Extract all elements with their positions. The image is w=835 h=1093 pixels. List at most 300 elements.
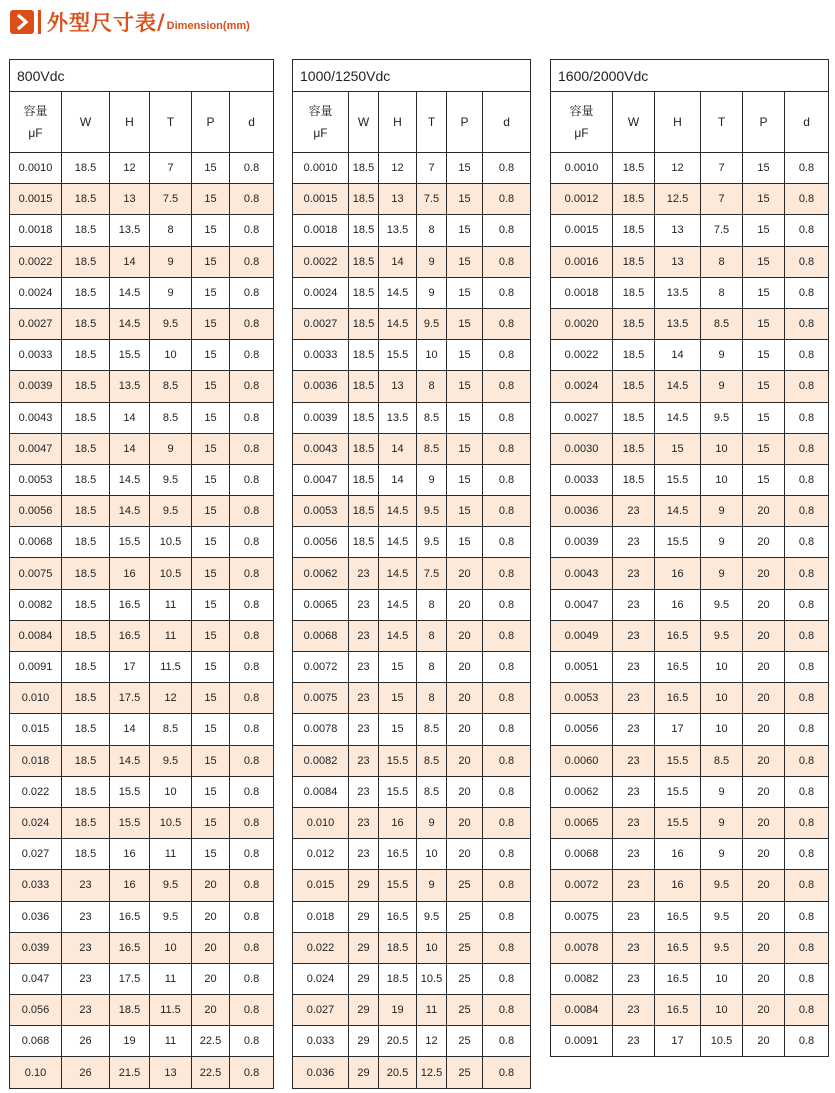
dimension-d-cell: 0.8 bbox=[230, 776, 274, 807]
dimension-t-cell: 8.5 bbox=[417, 776, 447, 807]
capacitance-cell: 0.0022 bbox=[293, 246, 349, 277]
dimension-w-cell: 23 bbox=[613, 995, 655, 1026]
dimension-t-cell: 9.5 bbox=[150, 870, 192, 901]
dimension-w-cell: 29 bbox=[349, 1026, 379, 1057]
dimension-w-cell: 18.5 bbox=[349, 246, 379, 277]
table-row bbox=[10, 496, 274, 527]
capacitance-cell: 0.056 bbox=[10, 995, 62, 1026]
dimension-p-cell: 25 bbox=[447, 995, 483, 1026]
dimension-p-cell: 20 bbox=[743, 776, 785, 807]
table-row bbox=[293, 745, 531, 776]
dimension-d-cell: 0.8 bbox=[785, 402, 829, 433]
dimension-d-cell: 0.8 bbox=[230, 371, 274, 402]
table-header-row bbox=[10, 92, 274, 153]
capacitance-label: 容量 bbox=[308, 104, 333, 118]
dimension-w-cell: 18.5 bbox=[62, 652, 110, 683]
capacitance-cell: 0.0043 bbox=[551, 558, 613, 589]
dimension-d-cell: 0.8 bbox=[230, 558, 274, 589]
table-row bbox=[551, 153, 829, 184]
dimension-w-cell: 18.5 bbox=[62, 807, 110, 838]
dimension-w-cell: 18.5 bbox=[62, 558, 110, 589]
dimension-p-cell: 20 bbox=[192, 995, 230, 1026]
dimension-p-cell: 15 bbox=[447, 215, 483, 246]
table-row bbox=[10, 371, 274, 402]
dimension-d-cell: 0.8 bbox=[230, 246, 274, 277]
dimension-d-cell: 0.8 bbox=[785, 277, 829, 308]
dimension-h-cell: 14 bbox=[110, 246, 150, 277]
dimension-w-cell: 18.5 bbox=[613, 215, 655, 246]
dimension-p-cell: 25 bbox=[447, 1057, 483, 1088]
dimension-h-cell: 14.5 bbox=[655, 496, 701, 527]
dimension-d-cell: 0.8 bbox=[230, 527, 274, 558]
dimension-t-cell: 9.5 bbox=[150, 745, 192, 776]
dimension-h-cell: 19 bbox=[379, 995, 417, 1026]
dimension-p-cell: 15 bbox=[192, 184, 230, 215]
dimension-h-cell: 12 bbox=[379, 153, 417, 184]
capacitance-cell: 0.0010 bbox=[551, 153, 613, 184]
capacitance-cell: 0.0072 bbox=[293, 652, 349, 683]
dimension-t-cell: 9 bbox=[417, 464, 447, 495]
capacitance-cell: 0.0051 bbox=[551, 652, 613, 683]
dimension-h-cell: 14 bbox=[110, 402, 150, 433]
dimension-d-cell: 0.8 bbox=[230, 215, 274, 246]
dimension-d-cell: 0.8 bbox=[483, 776, 531, 807]
dimension-w-cell: 29 bbox=[349, 1057, 379, 1088]
capacitance-unit: μF bbox=[574, 126, 589, 140]
dimension-w-cell: 18.5 bbox=[62, 340, 110, 371]
dimension-w-cell: 18.5 bbox=[349, 184, 379, 215]
dimension-d-cell: 0.8 bbox=[230, 184, 274, 215]
column-header-t: T bbox=[150, 92, 192, 153]
dimension-h-cell: 15.5 bbox=[110, 776, 150, 807]
dimension-d-cell: 0.8 bbox=[483, 464, 531, 495]
dimension-d-cell: 0.8 bbox=[785, 995, 829, 1026]
capacitance-header bbox=[293, 92, 349, 153]
capacitance-cell: 0.0084 bbox=[10, 620, 62, 651]
dimension-t-cell: 7.5 bbox=[701, 215, 743, 246]
dimension-d-cell: 0.8 bbox=[785, 776, 829, 807]
column-header-h: H bbox=[655, 92, 701, 153]
dimension-p-cell: 20 bbox=[447, 683, 483, 714]
dimension-p-cell: 15 bbox=[447, 527, 483, 558]
dimension-h-cell: 13 bbox=[379, 184, 417, 215]
dimension-p-cell: 15 bbox=[447, 340, 483, 371]
dimension-p-cell: 20 bbox=[447, 807, 483, 838]
dimension-t-cell: 10 bbox=[417, 340, 447, 371]
column-header-d: d bbox=[483, 92, 531, 153]
dimension-p-cell: 15 bbox=[192, 340, 230, 371]
table-row bbox=[10, 807, 274, 838]
dimension-w-cell: 23 bbox=[349, 683, 379, 714]
table-row bbox=[293, 527, 531, 558]
dimension-w-cell: 18.5 bbox=[62, 527, 110, 558]
dimension-p-cell: 20 bbox=[447, 839, 483, 870]
dimension-d-cell: 0.8 bbox=[785, 527, 829, 558]
dimension-w-cell: 18.5 bbox=[349, 340, 379, 371]
capacitance-cell: 0.0075 bbox=[10, 558, 62, 589]
dimension-h-cell: 14 bbox=[110, 433, 150, 464]
dimension-h-cell: 14 bbox=[110, 714, 150, 745]
dimension-w-cell: 23 bbox=[349, 589, 379, 620]
table-row bbox=[551, 901, 829, 932]
dimension-d-cell: 0.8 bbox=[785, 745, 829, 776]
table-row bbox=[551, 277, 829, 308]
dimension-t-cell: 9 bbox=[701, 496, 743, 527]
dimension-t-cell: 10.5 bbox=[150, 558, 192, 589]
capacitance-cell: 0.022 bbox=[10, 776, 62, 807]
capacitance-cell: 0.0082 bbox=[551, 963, 613, 994]
table-row bbox=[293, 402, 531, 433]
dimension-w-cell: 18.5 bbox=[349, 402, 379, 433]
dimension-d-cell: 0.8 bbox=[483, 215, 531, 246]
dimension-w-cell: 18.5 bbox=[613, 464, 655, 495]
dimension-h-cell: 13 bbox=[655, 215, 701, 246]
capacitance-cell: 0.0030 bbox=[551, 433, 613, 464]
capacitance-cell: 0.024 bbox=[10, 807, 62, 838]
dimension-d-cell: 0.8 bbox=[230, 932, 274, 963]
table-row bbox=[293, 776, 531, 807]
dimension-d-cell: 0.8 bbox=[230, 995, 274, 1026]
dimension-p-cell: 25 bbox=[447, 963, 483, 994]
dimension-p-cell: 20 bbox=[447, 652, 483, 683]
capacitance-cell: 0.012 bbox=[293, 839, 349, 870]
capacitance-cell: 0.0020 bbox=[551, 308, 613, 339]
dimension-d-cell: 0.8 bbox=[230, 1057, 274, 1088]
table-row bbox=[10, 995, 274, 1026]
capacitance-cell: 0.0062 bbox=[551, 776, 613, 807]
capacitance-cell: 0.0022 bbox=[10, 246, 62, 277]
dimension-d-cell: 0.8 bbox=[483, 870, 531, 901]
dimension-w-cell: 23 bbox=[62, 901, 110, 932]
dimension-h-cell: 14.5 bbox=[379, 589, 417, 620]
dimension-w-cell: 23 bbox=[62, 963, 110, 994]
capacitance-cell: 0.0039 bbox=[10, 371, 62, 402]
dimension-p-cell: 25 bbox=[447, 1026, 483, 1057]
dimension-t-cell: 10 bbox=[417, 932, 447, 963]
capacitance-cell: 0.0068 bbox=[293, 620, 349, 651]
dimension-t-cell: 10 bbox=[417, 839, 447, 870]
table-row bbox=[293, 464, 531, 495]
capacitance-cell: 0.0033 bbox=[293, 340, 349, 371]
capacitance-cell: 0.0049 bbox=[551, 620, 613, 651]
capacitance-cell: 0.0015 bbox=[293, 184, 349, 215]
dimension-p-cell: 22.5 bbox=[192, 1026, 230, 1057]
dimension-t-cell: 10 bbox=[701, 683, 743, 714]
dimension-w-cell: 18.5 bbox=[613, 402, 655, 433]
dimension-w-cell: 23 bbox=[613, 1026, 655, 1057]
dimension-t-cell: 10.5 bbox=[150, 527, 192, 558]
capacitance-cell: 0.0062 bbox=[293, 558, 349, 589]
dimension-p-cell: 15 bbox=[192, 433, 230, 464]
dimension-d-cell: 0.8 bbox=[785, 807, 829, 838]
dimension-h-cell: 13.5 bbox=[110, 215, 150, 246]
dimension-d-cell: 0.8 bbox=[785, 620, 829, 651]
dimension-h-cell: 13.5 bbox=[379, 215, 417, 246]
dimension-d-cell: 0.8 bbox=[785, 340, 829, 371]
dimension-w-cell: 23 bbox=[62, 932, 110, 963]
dimension-d-cell: 0.8 bbox=[785, 246, 829, 277]
dimension-h-cell: 16 bbox=[655, 839, 701, 870]
table-row bbox=[10, 683, 274, 714]
dimension-h-cell: 14.5 bbox=[110, 277, 150, 308]
table-row bbox=[10, 153, 274, 184]
dimension-h-cell: 17.5 bbox=[110, 963, 150, 994]
dimension-w-cell: 23 bbox=[613, 652, 655, 683]
capacitance-cell: 0.0015 bbox=[10, 184, 62, 215]
dimension-t-cell: 9 bbox=[701, 839, 743, 870]
capacitance-label: 容量 bbox=[569, 104, 594, 118]
dimension-d-cell: 0.8 bbox=[785, 308, 829, 339]
dimension-w-cell: 18.5 bbox=[62, 184, 110, 215]
capacitance-cell: 0.0016 bbox=[551, 246, 613, 277]
dimension-w-cell: 23 bbox=[613, 963, 655, 994]
dimension-t-cell: 8.5 bbox=[150, 714, 192, 745]
capacitance-cell: 0.022 bbox=[293, 932, 349, 963]
dimension-w-cell: 26 bbox=[62, 1057, 110, 1088]
dimension-w-cell: 23 bbox=[613, 589, 655, 620]
capacitance-cell: 0.0072 bbox=[551, 870, 613, 901]
capacitance-cell: 0.0082 bbox=[10, 589, 62, 620]
dimension-h-cell: 15 bbox=[379, 652, 417, 683]
dimension-t-cell: 9 bbox=[701, 776, 743, 807]
dimension-p-cell: 20 bbox=[743, 652, 785, 683]
column-header-p: P bbox=[192, 92, 230, 153]
dimension-p-cell: 15 bbox=[743, 371, 785, 402]
dimension-w-cell: 18.5 bbox=[349, 527, 379, 558]
dimension-w-cell: 23 bbox=[349, 652, 379, 683]
dimension-w-cell: 18.5 bbox=[349, 153, 379, 184]
dimension-d-cell: 0.8 bbox=[785, 870, 829, 901]
dimension-t-cell: 10 bbox=[701, 464, 743, 495]
dimension-table-800vdc bbox=[9, 59, 274, 1089]
dimension-d-cell: 0.8 bbox=[483, 1057, 531, 1088]
dimension-w-cell: 29 bbox=[349, 901, 379, 932]
dimension-t-cell: 7.5 bbox=[150, 184, 192, 215]
dimension-t-cell: 10 bbox=[701, 433, 743, 464]
dimension-t-cell: 9 bbox=[701, 340, 743, 371]
dimension-h-cell: 16.5 bbox=[655, 901, 701, 932]
dimension-d-cell: 0.8 bbox=[483, 714, 531, 745]
capacitance-cell: 0.027 bbox=[10, 839, 62, 870]
capacitance-cell: 0.0047 bbox=[293, 464, 349, 495]
dimension-h-cell: 17 bbox=[655, 714, 701, 745]
dimension-d-cell: 0.8 bbox=[785, 496, 829, 527]
table-row bbox=[551, 714, 829, 745]
dimension-t-cell: 8 bbox=[417, 371, 447, 402]
dimension-w-cell: 18.5 bbox=[62, 215, 110, 246]
dimension-p-cell: 15 bbox=[743, 246, 785, 277]
dimension-d-cell: 0.8 bbox=[785, 714, 829, 745]
dimension-h-cell: 16.5 bbox=[110, 589, 150, 620]
dimension-d-cell: 0.8 bbox=[483, 839, 531, 870]
dimension-h-cell: 20.5 bbox=[379, 1057, 417, 1088]
dimension-h-cell: 15.5 bbox=[379, 776, 417, 807]
table-row bbox=[551, 402, 829, 433]
dimension-p-cell: 15 bbox=[192, 745, 230, 776]
dimension-t-cell: 9 bbox=[701, 527, 743, 558]
dimension-t-cell: 9.5 bbox=[701, 620, 743, 651]
dimension-t-cell: 7.5 bbox=[417, 184, 447, 215]
dimension-d-cell: 0.8 bbox=[483, 433, 531, 464]
dimension-t-cell: 8 bbox=[150, 215, 192, 246]
dimension-p-cell: 20 bbox=[743, 620, 785, 651]
table-row bbox=[10, 215, 274, 246]
column-header-t: T bbox=[701, 92, 743, 153]
table-row bbox=[551, 1026, 829, 1057]
dimension-h-cell: 15.5 bbox=[379, 870, 417, 901]
dimension-p-cell: 15 bbox=[192, 620, 230, 651]
capacitance-cell: 0.0024 bbox=[10, 277, 62, 308]
dimension-w-cell: 18.5 bbox=[62, 683, 110, 714]
dimension-d-cell: 0.8 bbox=[230, 839, 274, 870]
table-row bbox=[10, 1057, 274, 1088]
dimension-w-cell: 18.5 bbox=[349, 277, 379, 308]
capacitance-cell: 0.068 bbox=[10, 1026, 62, 1057]
dimension-p-cell: 15 bbox=[192, 464, 230, 495]
dimension-h-cell: 13 bbox=[379, 371, 417, 402]
dimension-t-cell: 9.5 bbox=[701, 402, 743, 433]
dimension-t-cell: 9.5 bbox=[150, 464, 192, 495]
table-row bbox=[10, 652, 274, 683]
dimension-p-cell: 15 bbox=[192, 402, 230, 433]
dimension-d-cell: 0.8 bbox=[785, 932, 829, 963]
table-row bbox=[551, 340, 829, 371]
dimension-p-cell: 15 bbox=[447, 371, 483, 402]
dimension-t-cell: 9 bbox=[417, 277, 447, 308]
table-row bbox=[293, 433, 531, 464]
capacitance-cell: 0.015 bbox=[10, 714, 62, 745]
dimension-d-cell: 0.8 bbox=[785, 153, 829, 184]
dimension-d-cell: 0.8 bbox=[230, 589, 274, 620]
dimension-p-cell: 20 bbox=[743, 963, 785, 994]
dimension-h-cell: 14.5 bbox=[110, 464, 150, 495]
dimension-h-cell: 14 bbox=[379, 433, 417, 464]
dimension-h-cell: 13.5 bbox=[379, 402, 417, 433]
dimension-h-cell: 17.5 bbox=[110, 683, 150, 714]
dimension-d-cell: 0.8 bbox=[230, 340, 274, 371]
capacitance-cell: 0.018 bbox=[10, 745, 62, 776]
table-row bbox=[293, 371, 531, 402]
dimension-w-cell: 18.5 bbox=[349, 464, 379, 495]
dimension-w-cell: 18.5 bbox=[613, 246, 655, 277]
column-header-d: d bbox=[785, 92, 829, 153]
page-subtitle: Dimension(mm) bbox=[166, 20, 250, 32]
dimension-d-cell: 0.8 bbox=[230, 620, 274, 651]
dimension-w-cell: 18.5 bbox=[62, 277, 110, 308]
dimension-t-cell: 9 bbox=[150, 246, 192, 277]
capacitance-cell: 0.0027 bbox=[293, 308, 349, 339]
dimension-w-cell: 18.5 bbox=[349, 371, 379, 402]
page-title: 外型尺寸表 bbox=[47, 11, 157, 35]
dimension-w-cell: 29 bbox=[349, 932, 379, 963]
dimension-t-cell: 10 bbox=[150, 932, 192, 963]
dimension-p-cell: 15 bbox=[447, 153, 483, 184]
table-row bbox=[10, 433, 274, 464]
dimension-w-cell: 29 bbox=[349, 995, 379, 1026]
capacitance-cell: 0.0047 bbox=[551, 589, 613, 620]
dimension-d-cell: 0.8 bbox=[483, 184, 531, 215]
capacitance-cell: 0.0033 bbox=[551, 464, 613, 495]
dimension-w-cell: 23 bbox=[613, 932, 655, 963]
dimension-t-cell: 8.5 bbox=[417, 745, 447, 776]
dimension-p-cell: 20 bbox=[743, 839, 785, 870]
dimension-p-cell: 25 bbox=[447, 901, 483, 932]
dimension-t-cell: 9.5 bbox=[701, 901, 743, 932]
dimension-h-cell: 16.5 bbox=[655, 620, 701, 651]
dimension-h-cell: 16.5 bbox=[110, 901, 150, 932]
dimension-t-cell: 9 bbox=[417, 807, 447, 838]
capacitance-cell: 0.0053 bbox=[10, 464, 62, 495]
dimension-t-cell: 7 bbox=[150, 153, 192, 184]
capacitance-cell: 0.0056 bbox=[551, 714, 613, 745]
dimension-t-cell: 9.5 bbox=[701, 589, 743, 620]
dimension-h-cell: 14.5 bbox=[379, 308, 417, 339]
capacitance-cell: 0.0078 bbox=[551, 932, 613, 963]
dimension-p-cell: 15 bbox=[192, 807, 230, 838]
dimension-t-cell: 9 bbox=[701, 558, 743, 589]
dimension-w-cell: 18.5 bbox=[613, 308, 655, 339]
table-row bbox=[551, 589, 829, 620]
capacitance-cell: 0.0036 bbox=[293, 371, 349, 402]
capacitance-cell: 0.0084 bbox=[293, 776, 349, 807]
column-header-t: T bbox=[417, 92, 447, 153]
column-header-d: d bbox=[230, 92, 274, 153]
column-header-h: H bbox=[110, 92, 150, 153]
dimension-p-cell: 15 bbox=[192, 776, 230, 807]
dimension-h-cell: 21.5 bbox=[110, 1057, 150, 1088]
dimension-d-cell: 0.8 bbox=[785, 683, 829, 714]
dimension-w-cell: 23 bbox=[62, 870, 110, 901]
dimension-h-cell: 16.5 bbox=[655, 932, 701, 963]
dimension-d-cell: 0.8 bbox=[230, 714, 274, 745]
dimension-t-cell: 7 bbox=[701, 184, 743, 215]
dimension-p-cell: 25 bbox=[447, 870, 483, 901]
dimension-t-cell: 11.5 bbox=[150, 995, 192, 1026]
dimension-d-cell: 0.8 bbox=[785, 901, 829, 932]
dimension-w-cell: 18.5 bbox=[613, 153, 655, 184]
dimension-table-1000-1250vdc bbox=[292, 59, 531, 1089]
capacitance-cell: 0.0091 bbox=[551, 1026, 613, 1057]
dimension-p-cell: 20 bbox=[743, 589, 785, 620]
table-row bbox=[293, 153, 531, 184]
dimension-t-cell: 10.5 bbox=[701, 1026, 743, 1057]
dimension-w-cell: 18.5 bbox=[349, 433, 379, 464]
capacitance-cell: 0.0043 bbox=[10, 402, 62, 433]
dimension-h-cell: 16.5 bbox=[379, 839, 417, 870]
dimension-d-cell: 0.8 bbox=[785, 963, 829, 994]
dimension-t-cell: 9.5 bbox=[417, 496, 447, 527]
capacitance-cell: 0.0018 bbox=[293, 215, 349, 246]
dimension-t-cell: 10 bbox=[701, 652, 743, 683]
capacitance-cell: 0.10 bbox=[10, 1057, 62, 1088]
dimension-w-cell: 18.5 bbox=[613, 371, 655, 402]
dimension-d-cell: 0.8 bbox=[785, 433, 829, 464]
capacitance-cell: 0.0060 bbox=[551, 745, 613, 776]
dimension-w-cell: 18.5 bbox=[613, 277, 655, 308]
dimension-h-cell: 13.5 bbox=[655, 308, 701, 339]
dimension-t-cell: 12 bbox=[417, 1026, 447, 1057]
table-row bbox=[551, 527, 829, 558]
dimension-h-cell: 16 bbox=[655, 558, 701, 589]
table-row bbox=[551, 496, 829, 527]
dimension-w-cell: 18.5 bbox=[349, 215, 379, 246]
table-row bbox=[10, 340, 274, 371]
capacitance-cell: 0.024 bbox=[293, 963, 349, 994]
table-row bbox=[10, 620, 274, 651]
dimension-h-cell: 16.5 bbox=[379, 901, 417, 932]
dimension-d-cell: 0.8 bbox=[230, 433, 274, 464]
dimension-p-cell: 15 bbox=[192, 589, 230, 620]
